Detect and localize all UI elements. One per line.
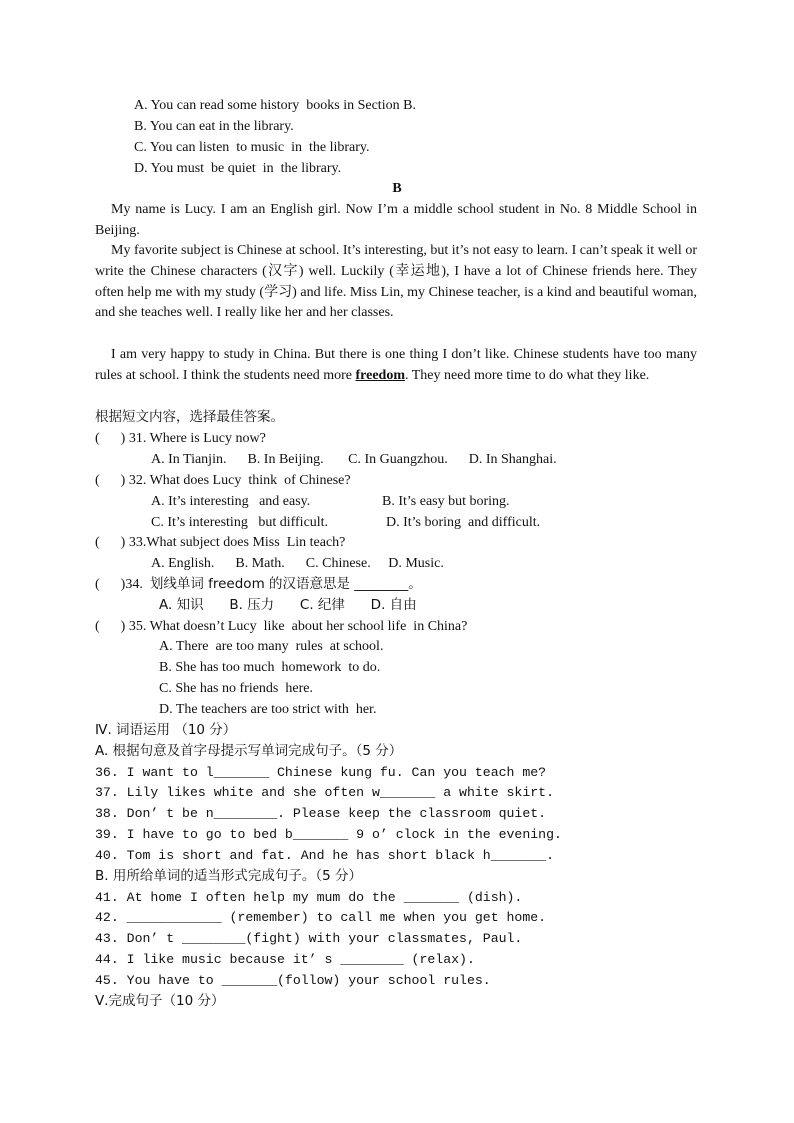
option-c: C. She has no friends here.	[159, 681, 313, 696]
question-stem: Where is Lucy now?	[149, 431, 266, 446]
fill-blank-item: 42. ____________ (remember) to call me when you get home.	[95, 910, 547, 925]
passage-heading: B	[392, 181, 402, 196]
fill-blank-item: 36. I want to l_______ Chinese kung fu. Can you teach me?	[95, 765, 547, 780]
question-32	[95, 470, 351, 491]
fill-blank-item: 39. I have to go to bed b_______ 9 o’ clock in the evening.	[95, 827, 562, 842]
section-instruction: 根据短文内容，选择最佳答案。	[95, 409, 284, 425]
answer-blank: ( )34.	[95, 577, 150, 592]
answer-blank: ( ) 33.	[95, 535, 147, 550]
option-a: A. There are too many rules at school.	[159, 639, 384, 654]
answer-blank: ( ) 35.	[95, 619, 150, 634]
answer-blank: ( ) 31.	[95, 431, 150, 446]
question-33	[95, 532, 345, 553]
passage-paragraph: My name is Lucy. I am an English girl. Now I’m a middle school student in No. 8 Middle School in Beijing.	[95, 202, 697, 238]
question-stem: What does Lucy think of Chinese?	[149, 473, 351, 488]
question-options: A. 知识 B. 压力 C. 纪律 D. 自由	[159, 597, 417, 613]
question-options: A. English. B. Math. C. Chinese. D. Music.	[151, 556, 444, 571]
question-stem: What doesn’t Lucy like about her school life in China?	[149, 619, 468, 634]
highlighted-word: freedom	[355, 367, 405, 383]
fill-blank-item: 40. Tom is short and fat. And he has short black h_______.	[95, 848, 554, 863]
option-line: A. You can read some history books in Section B.	[134, 98, 416, 113]
option-line: B. You can eat in the library.	[134, 119, 294, 134]
passage-paragraph	[95, 345, 697, 387]
fill-blank-item: 41. At home I often help my mum do the _______ (dish).	[95, 890, 523, 905]
option-b: B. It’s easy but boring.	[382, 494, 510, 509]
option-line: D. You must be quiet in the library.	[134, 161, 342, 176]
fill-blank-item: 37. Lily likes white and she often w_______ a white skirt.	[95, 785, 554, 800]
section-title: Ⅴ.完成句子（10 分）	[95, 993, 225, 1009]
question-31	[95, 428, 266, 449]
option-line: C. You can listen to music in the library.	[134, 140, 370, 155]
question-stem: What subject does Miss Lin teach?	[146, 535, 346, 550]
subsection-title: B. 用所给单词的适当形式完成句子。（5 分）	[95, 868, 362, 884]
fill-blank-item: 44. I like music because it’ s ________ (relax).	[95, 952, 475, 967]
answer-blank: ( ) 32.	[95, 473, 150, 488]
passage-paragraph: My favorite subject is Chinese at school. It’s interesting, but it’s not easy to learn. I can’t speak it well or write the Chinese characters (汉字) well. Luckily (幸运地), I have a lot of Chinese friends here. They often help me with my study (学习) and life. Miss Lin, my Chinese teacher, is a kind and beautiful woman, and she teaches well. I really like her and her classes.	[95, 243, 697, 321]
question-stem: 划线单词 freedom 的汉语意思是 ________。	[149, 576, 422, 592]
question-34	[95, 574, 422, 595]
section-title: Ⅳ. 词语运用 （10 分）	[95, 722, 237, 738]
subsection-title: A. 根据句意及首字母提示写单词完成句子。（5 分）	[95, 743, 403, 759]
question-options: A. In Tianjin. B. In Beijing. C. In Guangzhou. D. In Shanghai.	[151, 452, 557, 467]
option-a: A. It’s interesting and easy.	[151, 494, 311, 509]
option-b: B. She has too much homework to do.	[159, 660, 381, 675]
passage-text: . They need more time to do what they like.	[405, 367, 650, 383]
fill-blank-item: 38. Don’ t be n________. Please keep the classroom quiet.	[95, 806, 547, 821]
option-c: C. It’s interesting but difficult.	[151, 515, 329, 530]
fill-blank-item: 43. Don’ t ________(fight) with your classmates, Paul.	[95, 931, 523, 946]
option-d: D. It’s boring and difficult.	[386, 515, 541, 530]
passage-text: I am very happy to study in China. But there is one thing I don’t like. Chinese students have too many rules at school. I think the students need more	[95, 347, 697, 383]
option-d: D. The teachers are too strict with her.	[159, 702, 377, 717]
fill-blank-item: 45. You have to _______(follow) your school rules.	[95, 973, 491, 988]
question-35	[95, 616, 467, 637]
